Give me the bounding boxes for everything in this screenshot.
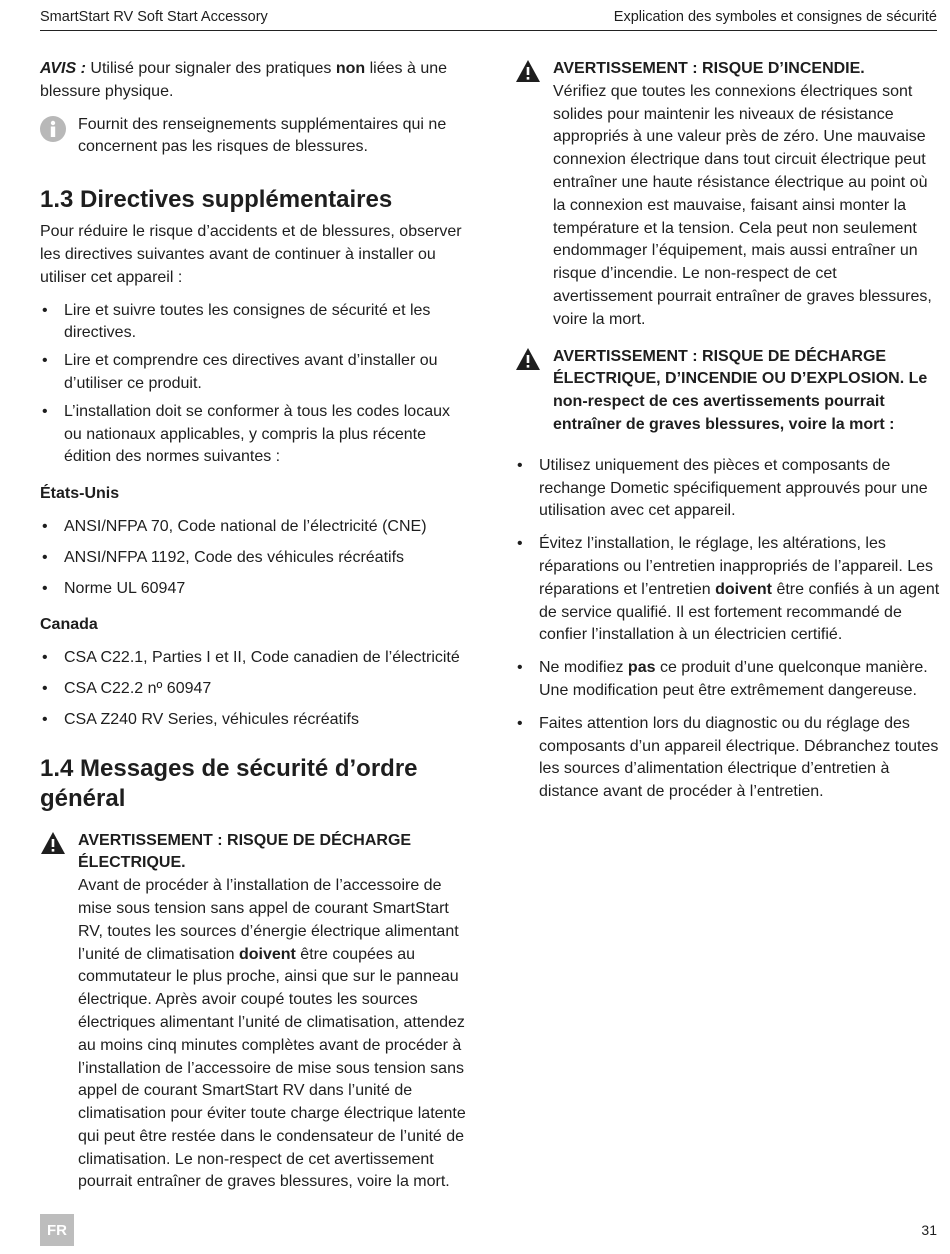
list-item: • CSA C22.1, Parties I et II, Code canadien de l’électricité xyxy=(40,647,470,670)
header-section: Explication des symboles et consignes de sécurité xyxy=(613,9,937,25)
list-item: • CSA Z240 RV Series, véhicules récréatifs xyxy=(40,709,470,732)
left-column xyxy=(40,58,470,1208)
list-item-text-pre: Évitez l’installation, le réglage, les altérations, les réparations ou l’entretien inappropriés de l’appareil. Les réparations et l’entretien xyxy=(539,535,934,598)
warning-body-post: être coupées au commutateur le plus proche, ainsi que sur le panneau électrique. Après avoir coupé toutes les sources électriques alimentant l’unité de climatisation, attendez au moins cinq minutes complètes avant de procéder à l’installation de l’accessoire de mise sous tension sans appel de courant SmartStart RV dans l’unité de climatisation pour éviter toute charge électrique latente qui peut être restée dans le condensateur de l’unité de climatisation. Le non-respect de cet avertissement pourrait entraîner de graves blessures, voire la mort. xyxy=(78,945,466,1191)
warning-title: AVERTISSEMENT : RISQUE D’INCENDIE. xyxy=(553,60,865,77)
warning-electric-shock xyxy=(40,830,470,1195)
section-1-3-heading: 1.3 Directives supplémentaires xyxy=(40,186,393,214)
header-product: SmartStart RV Soft Start Accessory xyxy=(40,9,268,25)
avis-label: AVIS : xyxy=(40,60,86,77)
language-badge: FR xyxy=(40,1214,74,1246)
warning-title: AVERTISSEMENT : RISQUE DE DÉCHARGE ÉLECTRIQUE, D’INCENDIE OU D’EXPLOSION. Le non-respect de ces avertissements pourrait entraîner de graves blessures, voire la mort : xyxy=(553,347,928,433)
info-note xyxy=(40,114,470,160)
list-item: • Faites attention lors du diagnostic ou du réglage des composants d’un appareil électrique. Débranchez toutes les sources d’alimentation électrique d’entretien à distance avant de procéder à l’entretien. xyxy=(515,713,940,804)
us-subheading: États-Unis xyxy=(40,485,120,503)
warning-fire xyxy=(515,58,940,332)
list-item: • L’installation doit se conformer à tous les codes locaux ou nationaux applicables, y compris la plus récente édition des normes suivantes : xyxy=(40,401,470,469)
list-item-text-post: être confiés à un agent de service qualifié. Il est fortement recommandé de confier l’installation à un électricien certifié. xyxy=(539,580,940,644)
avis-text-bold: non xyxy=(335,60,366,77)
avis-paragraph xyxy=(40,58,470,104)
warning-body: Vérifiez que toutes les connexions électriques sont solides pour maintenir les niveaux de résistance appropriés à une valeur près de zéro. Une mauvaise connexion électrique dans tout circuit électrique peut entraîner une haute résistance électrique au point où la connexion est mauvaise, faisant ainsi monter la température et la tension. Cela peut non seulement endommager l’équipement, mais aussi entraîner un risque d’incendie. Le non-respect de cet avertissement pourrait entraîner de graves blessures, voire la mort. xyxy=(553,82,932,328)
list-item: • CSA C22.2 nº 60947 xyxy=(40,678,470,701)
list-item: • Norme UL 60947 xyxy=(40,578,470,601)
warning-body-pre: Avant de procéder à l’installation de l’accessoire de mise sous tension sans appel de courant SmartStart RV, toutes les sources d’énergie électrique alimentant l’unité de climatisation xyxy=(78,877,459,963)
list-item: • Lire et comprendre ces directives avant d’installer ou d’utiliser ce produit. xyxy=(40,350,470,396)
warning-body-bold: doivent xyxy=(238,945,296,963)
safety-list xyxy=(515,455,940,804)
list-item-text-bold: pas xyxy=(627,659,656,677)
list-item: • ANSI/NFPA 1192, Code des véhicules récréatifs xyxy=(40,547,470,570)
warning-triangle-icon xyxy=(515,347,541,371)
list-item xyxy=(515,533,940,647)
canada-subheading: Canada xyxy=(40,616,98,634)
directives-list xyxy=(40,300,470,470)
avis-text-post: liées à une blessure physique. xyxy=(40,60,448,100)
info-icon xyxy=(40,116,66,142)
list-item: • ANSI/NFPA 70, Code national de l’électricité (CNE) xyxy=(40,516,470,539)
avis-text-pre: Utilisé pour signaler des pratiques xyxy=(85,60,336,77)
page-header xyxy=(40,8,937,31)
section-1-4-heading: 1.4 Messages de sécurité d’ordre général xyxy=(40,754,418,812)
page-number: 31 xyxy=(921,1222,937,1238)
section-1-3-intro: Pour réduire le risque d’accidents et de blessures, observer les directives suivantes avant de continuer à installer ou utiliser cet appareil : xyxy=(40,223,462,286)
list-item-text-bold: doivent xyxy=(715,580,772,598)
warning-shock-fire-explosion xyxy=(515,346,940,437)
list-item: • Lire et suivre toutes les consignes de sécurité et les directives. xyxy=(40,300,470,346)
warning-body xyxy=(78,875,470,1194)
list-item: • Utilisez uniquement des pièces et composants de rechange Dometic spécifiquement approuvés pour une utilisation avec cet appareil. xyxy=(515,455,940,523)
list-item-text-post: ce produit d’une quelconque manière. Une modification peut être extrêmement dangereuse. xyxy=(539,659,928,699)
info-text: Fournit des renseignements supplémentaires qui ne concernent pas les risques de blessures. xyxy=(78,115,447,156)
warning-title: AVERTISSEMENT : RISQUE DE DÉCHARGE ÉLECTRIQUE. xyxy=(78,831,412,872)
canada-standards-list xyxy=(40,647,470,731)
us-standards-list xyxy=(40,516,470,600)
warning-triangle-icon xyxy=(515,59,541,83)
list-item xyxy=(515,657,940,703)
list-item-text-pre: Ne modifiez xyxy=(539,659,628,677)
right-column xyxy=(515,58,940,814)
warning-triangle-icon xyxy=(40,831,66,855)
